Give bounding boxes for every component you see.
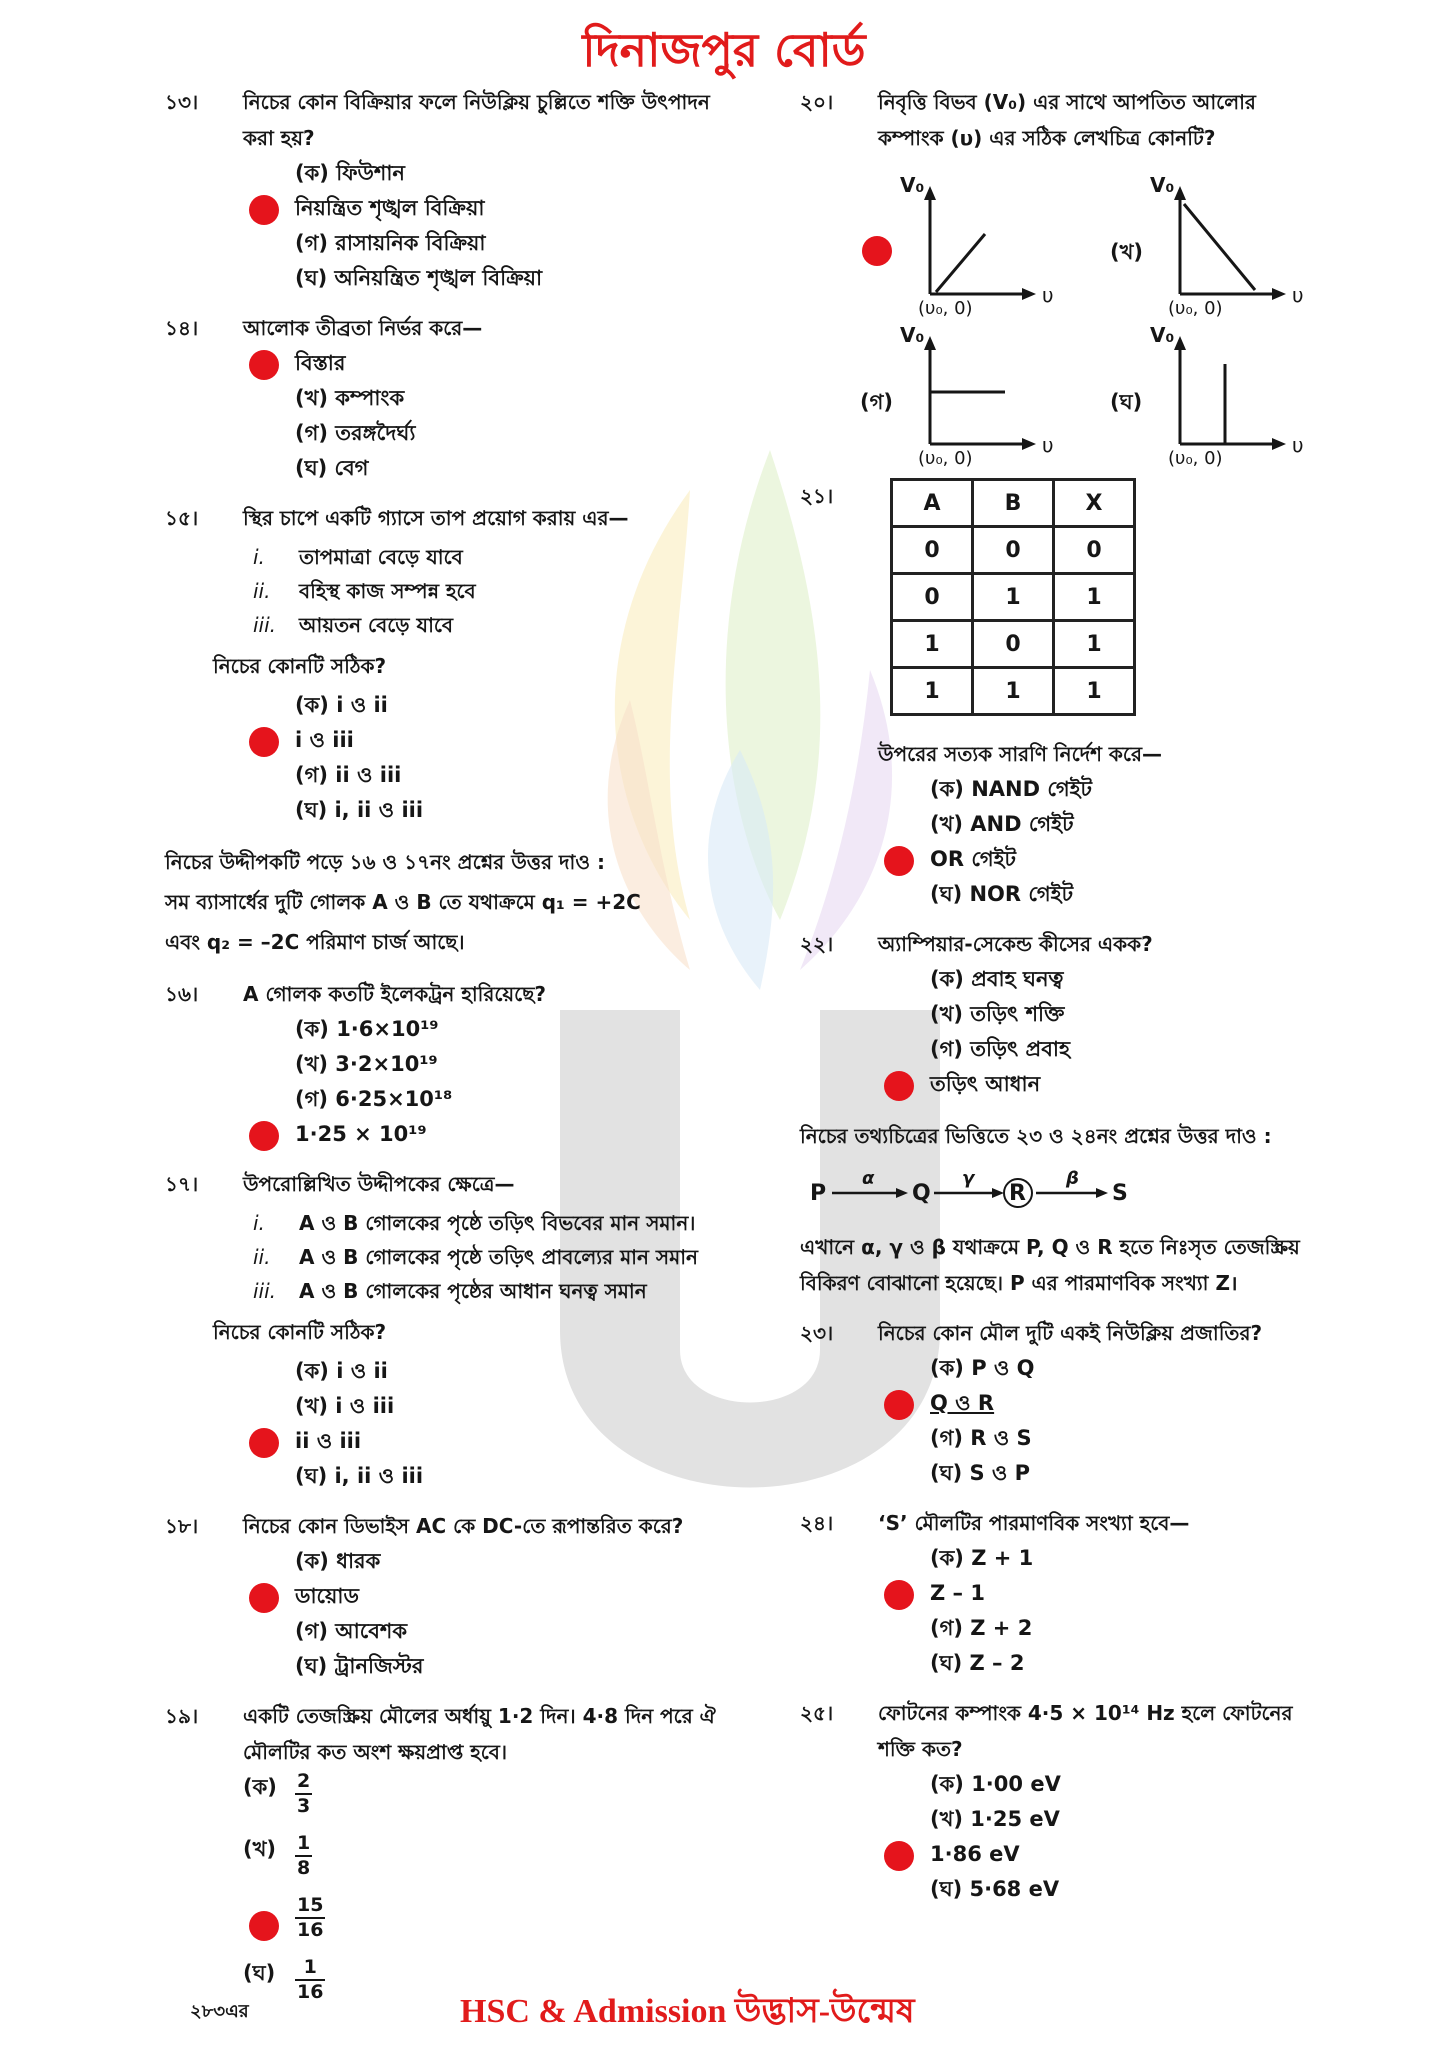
question-15 <box>165 500 745 828</box>
graph-falling-line <box>1050 164 1304 319</box>
question-20 <box>800 84 1304 469</box>
question-18 <box>165 1508 745 1684</box>
svg-text:(υ₀, 0): (υ₀, 0) <box>918 448 973 469</box>
question-stem: উপরোল্লিখিত উদ্দীপকের ক্ষেত্রে— <box>243 1172 515 1196</box>
option[interactable]: (ঘ) অনিয়ন্ত্রিত শৃঙ্খল বিক্রিয়া <box>295 266 543 290</box>
question-number: ১৬। <box>165 982 199 1006</box>
svg-text:P: P <box>810 1181 827 1206</box>
option[interactable]: (গ) 6·25×10¹⁸ <box>295 1087 453 1111</box>
svg-text:γ: γ <box>962 1168 975 1189</box>
svg-text:V₀: V₀ <box>1150 173 1175 197</box>
decay-chain-diagram <box>800 1156 1280 1216</box>
question-prompt: নিচের কোনটি সঠিক? <box>213 654 387 678</box>
option[interactable]: (ক) 1·00 eV <box>930 1772 1061 1796</box>
question-number: ২০। <box>800 90 834 114</box>
question-stem: স্থির চাপে একটি গ্যাসে তাপ প্রয়োগ করায় এর— <box>243 506 629 530</box>
option-answer[interactable] <box>243 1894 745 1956</box>
option-answer[interactable]: OR গেইট <box>878 842 1300 877</box>
question-number: ২৩। <box>800 1321 834 1345</box>
question-number: ১৯। <box>165 1704 199 1728</box>
svg-text:β: β <box>1066 1168 1079 1189</box>
option[interactable]: (ঘ) বেগ <box>295 456 369 480</box>
option[interactable]: (ঘ) $\frac{1}{16}$ <box>243 1956 324 2003</box>
question-stem: অ্যাম্পিয়ার-সেকেন্ড কীসের একক? <box>878 932 1153 956</box>
option[interactable]: (ঘ) i, ii ও iii <box>295 1464 424 1488</box>
option[interactable]: (ঘ) S ও P <box>930 1461 1031 1485</box>
option[interactable]: (গ) আবেশক <box>295 1619 408 1643</box>
option[interactable]: (ঘ) Z – 2 <box>930 1651 1025 1675</box>
page-footer <box>190 1985 1440 2035</box>
option-answer[interactable]: 1·86 eV <box>878 1837 1300 1872</box>
option[interactable]: (ঘ) NOR গেইট <box>930 882 1074 906</box>
right-column <box>800 84 1304 1921</box>
question-24 <box>800 1505 1300 1681</box>
option[interactable]: (গ) তড়িৎ প্রবাহ <box>930 1037 1071 1061</box>
question-number: ২৫। <box>800 1701 834 1725</box>
option-answer[interactable]: i ও iii <box>243 723 745 758</box>
graph-option[interactable]: (খ) V₀ υ (υ₀, 0) <box>1050 164 1300 314</box>
graph-option[interactable]: (ঘ) V₀ υ (υ₀, 0) <box>1050 314 1300 464</box>
question-23 <box>800 1315 1300 1491</box>
stimulus-23-24: নিচের তথ্যচিত্রের ভিত্তিতে ২৩ ও ২৪নং প্রশ্নের উত্তর দাও : P α Q γ R β S এখানে α, γ ও β যথাক্রমে P, Q ও R হতে নিঃসৃত তেজস্ক্রিয় বিকিরণ বোঝানো হয়েছে। P এর পারমাণবিক সংখ্যা Z। <box>800 1124 1300 1295</box>
option-answer[interactable]: বিস্তার <box>243 346 745 381</box>
svg-text:α: α <box>862 1168 875 1189</box>
graph-rising-line <box>800 164 1054 319</box>
question-stem: ‘S’ মৌলটির পারমাণবিক সংখ্যা হবে— <box>878 1511 1190 1535</box>
question-stem: নিচের কোন ডিভাইস AC কে DC-তে রূপান্তরিত করে? <box>243 1514 684 1538</box>
graph-options <box>860 164 1304 469</box>
answer-marker <box>249 1428 279 1458</box>
question-number: ১৩। <box>165 90 199 114</box>
option[interactable]: (ঘ) ট্রানজিস্টর <box>295 1654 424 1678</box>
option[interactable]: (ক) 1·6×10¹⁹ <box>295 1017 439 1041</box>
option[interactable]: (ঘ) i, ii ও iii <box>295 798 424 822</box>
svg-text:V₀: V₀ <box>1150 323 1175 347</box>
answer-marker <box>884 1390 914 1420</box>
question-22 <box>800 926 1300 1102</box>
svg-text:(υ₀, 0): (υ₀, 0) <box>1168 448 1223 469</box>
question-number: ১৫। <box>165 506 199 530</box>
statement: i. তাপমাত্রা বেড়ে যাবে <box>253 545 463 569</box>
option[interactable]: (ক) Z + 1 <box>930 1546 1034 1570</box>
option[interactable]: (খ) 3·2×10¹⁹ <box>295 1052 438 1076</box>
question-25 <box>800 1695 1300 1907</box>
question-number: ১৭। <box>165 1172 199 1196</box>
question-stem: নিবৃত্তি বিভব (V₀) এর সাথে আপতিত আলোর কম্পাংক (υ) এর সঠিক লেখচিত্র কোনটি? <box>878 90 1256 150</box>
page-number: ২৮৩এর <box>190 2001 249 2022</box>
option[interactable]: (ক) i ও ii <box>295 693 388 717</box>
question-19 <box>165 1698 745 2018</box>
answer-marker <box>249 195 279 225</box>
question-16 <box>165 976 745 1152</box>
question-prompt: নিচের কোনটি সঠিক? <box>213 1320 387 1344</box>
answer-marker <box>249 1911 279 1941</box>
svg-text:Q: Q <box>912 1181 931 1206</box>
option[interactable]: (খ) $\frac{1}{8}$ <box>243 1832 311 1879</box>
svg-text:R: R <box>1009 1181 1026 1206</box>
table-row: 1 0 1 <box>892 621 1135 668</box>
statement: iii. A ও B গোলকের পৃষ্ঠের আধান ঘনত্ব সমান <box>253 1279 647 1303</box>
option[interactable]: (গ) Z + 2 <box>930 1616 1033 1640</box>
fraction: $\frac{15}{16}$ <box>297 1894 324 1941</box>
statement-list <box>253 540 745 642</box>
option-answer[interactable]: নিয়ন্ত্রিত শৃঙ্খল বিক্রিয়া <box>243 191 745 226</box>
svg-text:υ: υ <box>1042 433 1054 457</box>
question-number: ১৪। <box>165 316 199 340</box>
graph-vertical-line <box>1050 314 1304 469</box>
answer-marker <box>884 846 914 876</box>
option[interactable]: (খ) i ও iii <box>295 1394 395 1418</box>
brand-text: HSC & Admission উদ্ভাস-উন্মেষ <box>460 1993 915 2030</box>
answer-marker <box>249 727 279 757</box>
question-21 <box>800 478 1300 912</box>
option[interactable]: (ক) ফিউশান <box>295 161 405 185</box>
option[interactable]: (ক) NAND গেইট <box>930 777 1092 801</box>
page-title: দিনাজপুর বোর্ড <box>582 23 866 77</box>
graph-horizontal-line <box>800 314 1054 469</box>
left-column <box>165 84 745 2032</box>
fraction: $\frac{1}{16}$ <box>297 1956 324 2003</box>
question-stem: নিচের কোন মৌল দুটি একই নিউক্লিয় প্রজাতির? <box>878 1321 1263 1345</box>
stimulus-16-17: নিচের উদ্দীপকটি পড়ে ১৬ ও ১৭নং প্রশ্নের উত্তর দাও : সম ব্যাসার্ধের দুটি গোলক A ও B তে যথাক্রমে q₁ = +2C এবং q₂ = –2C পরিমাণ চার্জ আছে। <box>165 850 641 954</box>
svg-text:υ: υ <box>1292 283 1304 307</box>
statement: ii. বহিস্থ কাজ সম্পন্ন হবে <box>253 579 476 603</box>
option[interactable]: (গ) রাসায়নিক বিক্রিয়া <box>295 231 486 255</box>
svg-text:υ: υ <box>1292 433 1304 457</box>
answer-marker <box>884 1071 914 1101</box>
option[interactable]: (খ) 1·25 eV <box>930 1807 1060 1831</box>
question-number: ১৮। <box>165 1514 199 1538</box>
question-stem: একটি তেজস্ক্রিয় মৌলের অর্ধায়ু 1·2 দিন। 4·8 দিন পরে ঐ মৌলটির কত অংশ ক্ষয়প্রাপ্ত হবে। <box>243 1704 716 1764</box>
option[interactable]: (ক) ধারক <box>295 1549 381 1573</box>
table-header-row: A B X <box>892 480 1135 527</box>
svg-text:(υ₀, 0): (υ₀, 0) <box>1168 298 1223 319</box>
question-stem: উপরের সত্যক সারণি নির্দেশ করে— <box>878 742 1162 766</box>
question-stem: নিচের কোন বিক্রিয়ার ফলে নিউক্লিয় চুল্লিতে শক্তি উৎপাদন করা হয়? <box>243 90 710 150</box>
svg-text:V₀: V₀ <box>900 323 925 347</box>
fraction: $\frac{2}{3}$ <box>297 1770 311 1817</box>
graph-option[interactable]: (গ) V₀ υ (υ₀, 0) <box>800 314 1050 464</box>
option-answer[interactable]: তড়িৎ আধান <box>878 1067 1300 1102</box>
question-13 <box>165 84 745 296</box>
svg-text:υ: υ <box>1042 283 1054 307</box>
option[interactable]: (খ) কম্পাংক <box>295 386 405 410</box>
statement: ii. A ও B গোলকের পৃষ্ঠে তড়িৎ প্রাবল্যের মান সমান <box>253 1245 698 1269</box>
question-number: ২৪। <box>800 1511 834 1535</box>
question-stem: A গোলক কতটি ইলেকট্রন হারিয়েছে? <box>243 982 546 1006</box>
question-stem: আলোক তীব্রতা নির্ভর করে— <box>243 316 483 340</box>
option[interactable]: (ক) প্রবাহ ঘনত্ব <box>930 967 1064 991</box>
option[interactable]: (ক) i ও ii <box>295 1359 388 1383</box>
answer-marker <box>884 1580 914 1610</box>
svg-text:S: S <box>1112 1181 1128 1206</box>
option-answer[interactable]: Q ও R <box>878 1386 1300 1421</box>
statement: iii. আয়তন বেড়ে যাবে <box>253 613 454 637</box>
option[interactable]: (ক) P ও Q <box>930 1356 1035 1380</box>
answer-marker <box>249 350 279 380</box>
option-answer[interactable]: Z – 1 <box>878 1576 1300 1611</box>
answer-marker <box>249 1583 279 1613</box>
answer-marker <box>884 1841 914 1871</box>
statement-list <box>253 1206 745 1308</box>
truth-table <box>890 478 1136 716</box>
option[interactable]: (গ) R ও S <box>930 1426 1032 1450</box>
statement: i. A ও B গোলকের পৃষ্ঠে তড়িৎ বিভবের মান সমান। <box>253 1211 696 1235</box>
svg-text:(υ₀, 0): (υ₀, 0) <box>918 298 973 319</box>
answer-marker <box>249 1121 279 1151</box>
table-row: 0 1 1 <box>892 574 1135 621</box>
option[interactable]: (গ) তরঙ্গদৈর্ঘ্য <box>295 421 416 445</box>
table-row: 1 1 1 <box>892 668 1135 715</box>
question-number: ২১। <box>800 484 834 508</box>
option[interactable]: (ঘ) 5·68 eV <box>930 1877 1060 1901</box>
question-17 <box>165 1166 745 1494</box>
option[interactable]: (খ) AND গেইট <box>930 812 1074 836</box>
option-answer[interactable]: 1·25 × 10¹⁹ <box>243 1117 745 1152</box>
fraction: $\frac{1}{8}$ <box>297 1832 311 1879</box>
option[interactable]: (খ) তড়িৎ শক্তি <box>930 1002 1065 1026</box>
graph-option-answer[interactable] <box>800 164 1054 319</box>
option[interactable]: (গ) ii ও iii <box>295 763 402 787</box>
option-answer[interactable]: ii ও iii <box>243 1424 745 1459</box>
question-number: ২২। <box>800 932 834 956</box>
table-row: 0 0 0 <box>892 527 1135 574</box>
option[interactable]: (ক) $\frac{2}{3}$ <box>243 1770 311 1817</box>
question-stem: ফোটনের কম্পাংক 4·5 × 10¹⁴ Hz হলে ফোটনের শক্তি কত? <box>878 1701 1293 1761</box>
question-14 <box>165 310 745 486</box>
option-answer[interactable]: ডায়োড <box>243 1579 745 1614</box>
svg-text:V₀: V₀ <box>900 173 925 197</box>
